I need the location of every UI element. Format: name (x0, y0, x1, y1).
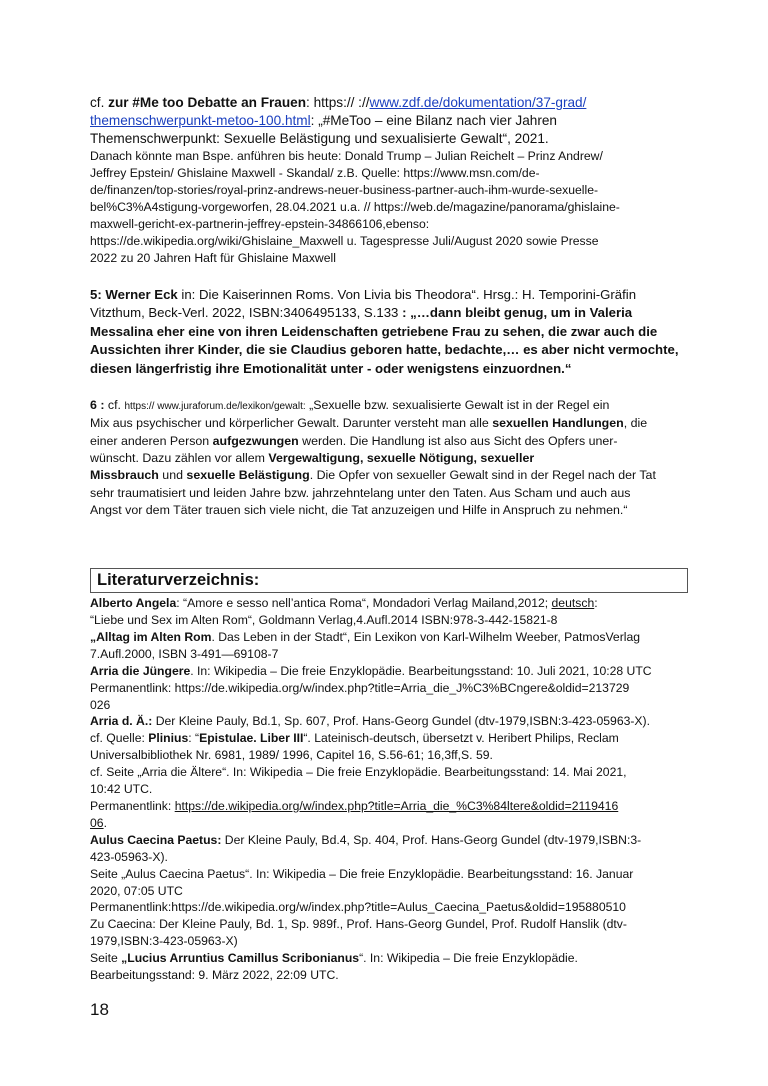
lit-entry-lucius: Seite „Lucius Arruntius Camillus Scribonianus“. In: Wikipedia – Die freie Enzyklopädie. Bearbeitungsstand: 9. März 2022, 22:09 UTC. (90, 951, 578, 983)
lit-entry-arria-aeltere: Arria d. Ä.: Der Kleine Pauly, Bd.1, Sp. 607, Prof. Hans-Georg Gundel (dtv-1979,ISBN:3-423-05963-X). cf. Quelle: Plinius: “Epistulae. Liber III“. Lateinisch-deutsch, übersetzt v. Heribert Philips, Reclam Universalbibliothek Nr. 6981, 1989/ 1996, Capitel 16, S.56-61; 16,3ff,S. 59. cf. Seite „Arria die Ältere“. In: Wikipedia – Die freie Enzyklopädie. Bearbeitungsstand: 14. Mai 2021, 10:42 UTC. Permanentlink: https://de.wikipedia.org/w/index.php?title=Arria_die_%C3%84ltere&oldid=2119416 06. (90, 714, 651, 830)
metoo-bold-label: zur #Me too Debatte an Frauen (108, 95, 307, 110)
footnote-5: 5: Werner Eck in: Die Kaiserinnen Roms. Von Livia bis Theodora“. Hrsg.: H. Temporini-Gräfin Vitzthum, Beck-Verl. 2022, ISBN:3406495133, S.133 : „…dann bleibt genug, um in Valeria Messalina eher eine von ihren Leidenschaften getriebene Frau zu sehen, die zwar auch die Aussichten ihrer Kinder, die sie Claudius geboren hatte, bedachte,… es aber nicht vermochte, diesen längerfristig ihre Emotionalität unter - oder wenigstens einzuordnen.“ (90, 287, 679, 376)
literatur-heading: Literaturverzeichnis: (90, 568, 688, 593)
lit-entry-angela: Alberto Angela: “Amore e sesso nell’antica Roma“, Mondadori Verlag Mailand,2012; deutsch: “Liebe und Sex im Alten Rom“, Goldmann Verlag,4.Aufl.2014 ISBN:978-3-442-15821-8 (90, 596, 598, 628)
literatur-list (90, 595, 688, 984)
lit-entry-arria-juengere: Arria die Jüngere. In: Wikipedia – Die freie Enzyklopädie. Bearbeitungsstand: 10. Juli 2021, 10:28 UTC Permanentlink: https://de.wikipedia.org/w/index.php?title=Arria_die_J%C3%BCngere&oldid=213729 026 (90, 663, 652, 712)
page-number: 18 (90, 1000, 109, 1019)
juraforum-url: https:// www.juraforum.de/lexikon/gewalt: (124, 401, 306, 413)
zdf-link-2[interactable]: themenschwerpunkt-metoo-100.html (90, 113, 311, 128)
arria-aeltere-permalink[interactable]: https://de.wikipedia.org/w/index.php?title=Arria_die_%C3%84ltere&oldid=2119416 (174, 798, 619, 813)
footnote-metoo: cf. zur #Me too Debatte an Frauen: https:// ://www.zdf.de/dokumentation/37-grad/ themenschwerpunkt-metoo-100.html: „#MeToo – eine Bilanz nach vier Jahren Themenschwerpunkt: Sexuelle Belästigung und sexualisierte Gewalt“, 2021. Danach könnte man Bspe. anführen bis heute: Donald Trump – Julian Reichelt – Prinz Andrew/ Jeffrey Epstein/ Ghislaine Maxwell - Skandal/ z.B. Quelle: https://www.msn.com/de- de/finanzen/top-stories/royal-prinz-andrews-neuer-business-partner-auch-ihm-wurde-sexuelle- bel%C3%A4stigung-vorgeworfen, 28.04.2021 u.a. // https://web.de/magazine/panorama/ghislaine- maxwell-gericht-ex-partnerin-jeffrey-epstein-34866106,ebenso: https://de.wikipedia.org/wiki/Ghislaine_Maxwell u. Tagespresse Juli/August 2020 sowie Presse 2022 zu 20 Jahren Haft für Ghislaine Maxwell (90, 94, 688, 267)
lit-entry-aulus: Aulus Caecina Paetus: Der Kleine Pauly, Bd.4, Sp. 404, Prof. Hans-Georg Gundel (dtv-1979,ISBN:3- 423-05963-X). Seite „Aulus Caecina Paetus“. In: Wikipedia – Die freie Enzyklopädie. Bearbeitungsstand: 16. Januar 2020, 07:05 UTC Permanentlink:https://de.wikipedia.org/w/index.php?title=Aulus_Caecina_Paetus&oldid=195880510 Zu Caecina: Der Kleine Pauly, Bd. 1, Sp. 989f., Prof. Hans-Georg Gundel, Prof. Rudolf Hanslik (dtv- 1979,ISBN:3-423-05963-X) (90, 832, 642, 949)
metoo-examples: Danach könnte man Bspe. anführen bis heute: Donald Trump – Julian Reichelt – Prinz Andrew/ Jeffrey Epstein/ Ghislaine Maxwell - Skandal/ z.B. Quelle: https://www.msn.com/de- de/finanzen/top-stories/royal-prinz-andrews-neuer-business-partner-auch-ihm-wurde-sexuelle- bel%C3%A4stigung-vorgeworfen, 28.04.2021 u.a. // https://web.de/magazine/panorama/ghislaine- maxwell-gericht-ex-partnerin-jeffrey-epstein-34866106,ebenso: https://de.wikipedia.org/wiki/Ghislaine_Maxwell u. Tagespresse Juli/August 2020 sowie Presse 2022 zu 20 Jahren Haft für Ghislaine Maxwell (90, 149, 620, 265)
footnote-5-number: 5: (90, 287, 102, 302)
page-body (90, 94, 688, 984)
metoo-prefix: cf. (90, 95, 109, 110)
footnote-6-number: 6 : (90, 398, 105, 413)
footnote-6: 6 : cf. https:// www.juraforum.de/lexikon/gewalt: „Sexuelle bzw. sexualisierte Gewalt ist in der Regel ein Mix aus psychischer und körperlicher Gewalt. Darunter versteht man alle sexuellen Handlungen, die einer anderen Person aufgezwungen werden. Die Handlung ist also aus Sicht des Opfers uner- wünscht. Dazu zählen vor allem Vergewaltigung, sexuelle Nötigung, sexueller Missbrauch und sexuelle Belästigung. Die Opfer von sexueller Gewalt sind in der Regel nach der Tat sehr traumatisiert und leiden Jahre bzw. jahrzehntelang unter den Taten. Aus Scham und auch aus Angst vor dem Täter trauen sich viele nicht, die Tat anzuzeigen und Hilfe in Anspruch zu nehmen.“ (90, 398, 656, 517)
lit-entry-alltag: „Alltag im Alten Rom. Das Leben in der Stadt“, Ein Lexikon von Karl-Wilhelm Weeber, PatmosVerlag 7.Aufl.2000, ISBN 3-491—69108-7 (90, 629, 641, 661)
footnote-5-author: Werner Eck (105, 287, 178, 302)
zdf-link-1[interactable]: www.zdf.de/dokumentation/37-grad/ (369, 95, 587, 110)
